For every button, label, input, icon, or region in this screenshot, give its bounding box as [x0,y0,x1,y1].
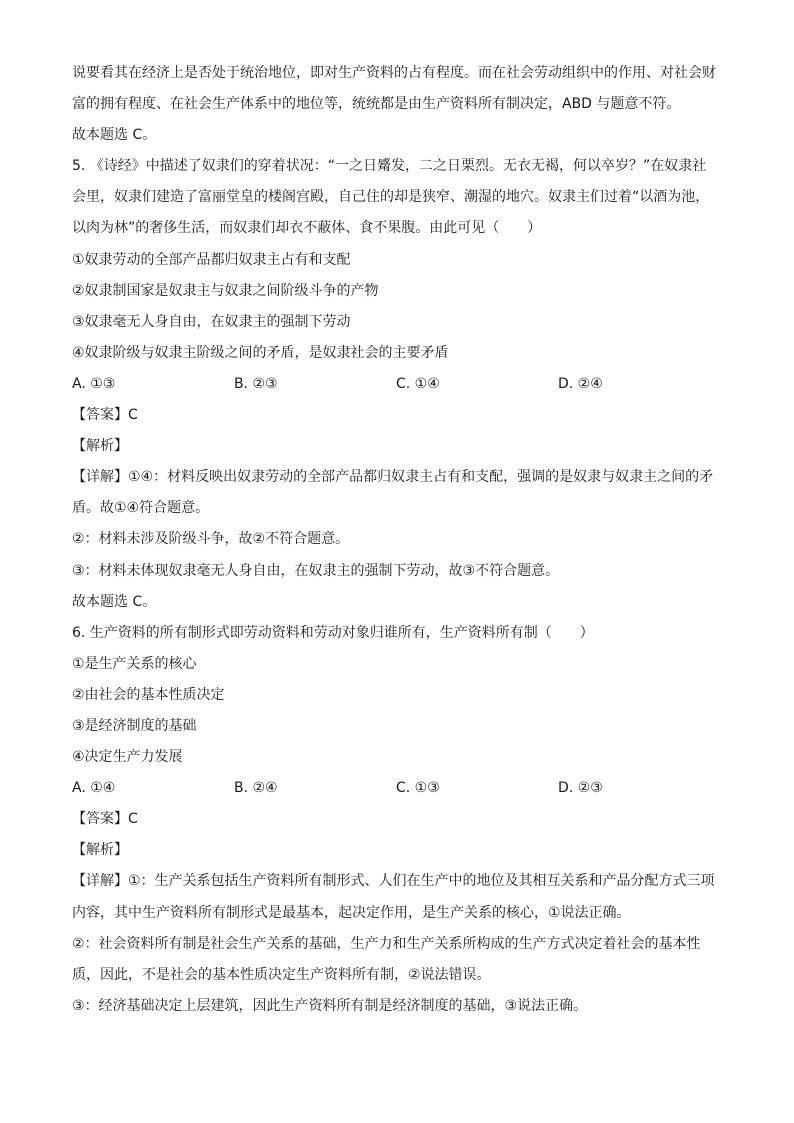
question-6-detail: ②：社会资料所有制是社会生产关系的基础，生产力和生产关系所构成的生产方式决定着社会的基本性 [72,935,701,952]
text-line: 故本题选 C。 [72,127,157,144]
question-5-answer: 【答案】C [72,407,138,424]
choice-c: C. ①③ [396,780,440,797]
question-5-stem: 以肉为林”的奢侈生活，而奴隶们却衣不蔽体、食不果腹。由此可见（ ） [72,220,542,237]
choice-c: C. ①④ [396,375,440,392]
question-6-choices [72,773,722,804]
question-6-answer: 【答案】C [72,811,138,828]
question-5-detail: 【详解】①④：材料反映出奴隶劳动的全部产品都归奴隶主占有和支配，强调的是奴隶与奴隶主之间的矛 [72,469,714,486]
question-6-detail: 【详解】①：生产关系包括生产资料所有制形式、人们在生产中的地位及其相互关系和产品分配方式三项 [72,873,715,890]
question-6-statement-3: ③是经济制度的基础 [72,717,197,734]
question-5-choices [72,369,722,400]
question-6-analysis-heading: 【解析】 [72,842,128,859]
question-5-detail: ③：材料未体现奴隶毫无人身自由，在奴隶主的强制下劳动，故③不符合题意。 [72,562,560,579]
choice-b: B. ②③ [234,375,278,392]
document-page [72,58,722,1022]
question-5-stem: 5. 《诗经》中描述了奴隶们的穿着状况：“一之日觱发，二之日栗烈。无衣无褐，何以卒岁？”在奴隶社 [72,158,707,175]
question-5-detail: ②：材料未涉及阶级斗争，故②不符合题意。 [72,531,350,548]
text-line: 富的拥有程度、在社会生产体系中的地位等，统统都是由生产资料所有制决定，ABD 与题意不符。 [72,96,681,113]
text-line: 说要看其在经济上是否处于统治地位，即对生产资料的占有程度。而在社会劳动组织中的作用、对社会财 [72,65,716,81]
question-5-statement-1: ①奴隶劳动的全部产品都归奴隶主占有和支配 [72,251,351,268]
question-5-statement-4: ④奴隶阶级与奴隶主阶级之间的矛盾，是奴隶社会的主要矛盾 [72,344,449,361]
question-6-detail: 质，因此，不是社会的基本性质决定生产资料所有制，②说法错误。 [72,966,491,983]
question-6-detail: 内容，其中生产资料所有制形式是最基本，起决定作用，是生产关系的核心，①说法正确。 [72,904,631,921]
choice-b: B. ②④ [234,780,278,797]
question-5-stem: 会里，奴隶们建造了富丽堂皇的楼阁宫殿，自己住的却是狭窄、潮湿的地穴。奴隶主们过着“以酒为池， [72,189,710,206]
choice-a: A. ①④ [72,780,116,797]
question-5-analysis-heading: 【解析】 [72,438,128,455]
choice-a: A. ①③ [72,375,116,392]
question-5-conclusion: 故本题选 C。 [72,593,157,610]
question-5-statement-2: ②奴隶制国家是奴隶主与奴隶之间阶级斗争的产物 [72,282,379,299]
question-5-statement-3: ③奴隶毫无人身自由，在奴隶主的强制下劳动 [72,313,351,330]
question-6-statement-4: ④决定生产力发展 [72,749,183,766]
question-6-statement-2: ②由社会的基本性质决定 [72,686,225,703]
question-5-detail: 盾。故①④符合题意。 [72,500,210,517]
choice-d: D. ②③ [558,780,603,797]
choice-d: D. ②④ [558,375,603,392]
question-6-stem: 6. 生产资料的所有制形式即劳动资料和劳动对象归谁所有，生产资料所有制（ ） [72,624,594,641]
question-6-detail: ③：经济基础决定上层建筑，因此生产资料所有制是经济制度的基础，③说法正确。 [72,997,588,1014]
question-6-statement-1: ①是生产关系的核心 [72,655,197,672]
